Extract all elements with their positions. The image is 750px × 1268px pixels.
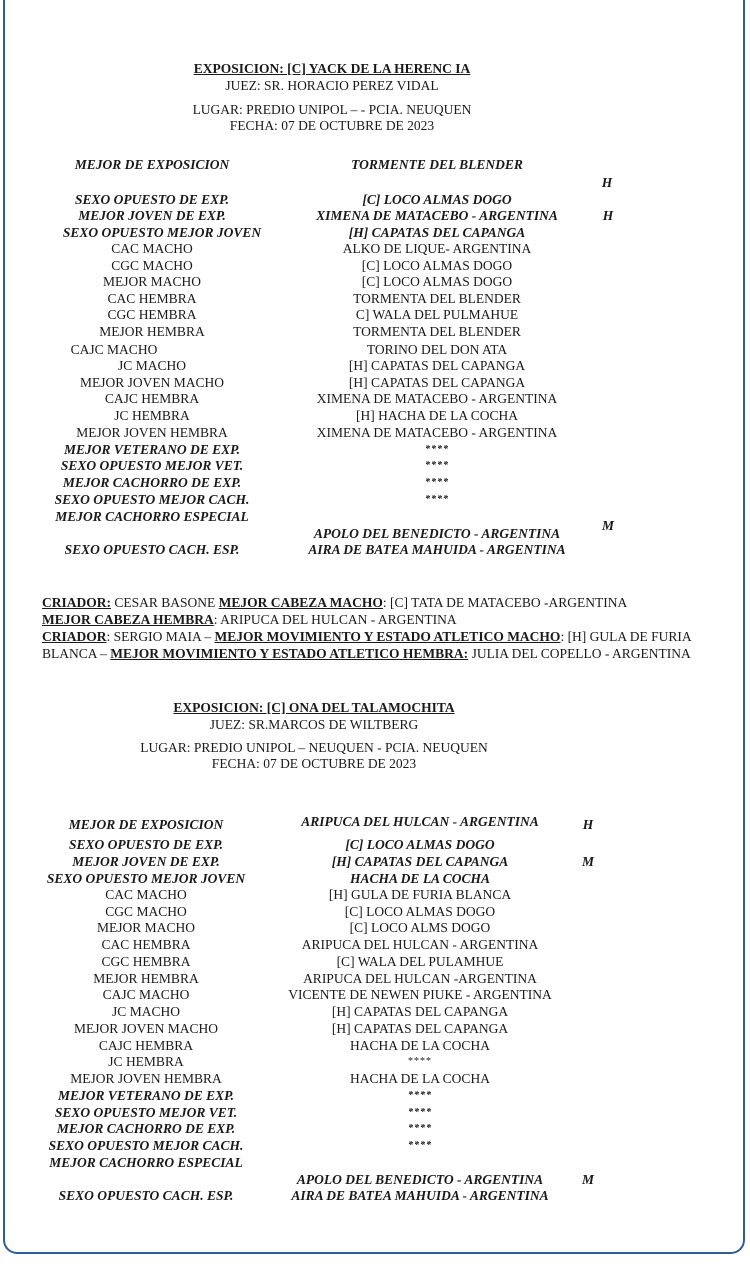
result-label: CGC HEMBRA xyxy=(101,954,191,969)
result-label: JC HEMBRA xyxy=(108,1054,184,1069)
result-value: [H] CAPATAS DEL CAPANGA xyxy=(331,1004,509,1019)
result-value: AIRA DE BATEA MAHUIDA - ARGENTINA xyxy=(308,542,566,557)
result-value: **** xyxy=(408,1090,432,1101)
result-value: **** xyxy=(408,1140,432,1151)
result-label: MEJOR HEMBRA xyxy=(93,971,199,986)
result-value: **** xyxy=(408,1107,432,1118)
section2-judge: JUEZ: SR.MARCOS DE WILTBERG xyxy=(209,717,419,732)
result-value: [C] LOCO ALMAS DOGO xyxy=(344,904,496,919)
result-value: ARIPUCA DEL HULCAN -ARGENTINA xyxy=(303,971,537,986)
result-label: JC MACHO xyxy=(118,358,186,373)
result-label: MEJOR HEMBRA xyxy=(99,324,205,339)
result-value: TORMENTE DEL BLENDER xyxy=(351,157,523,172)
result-label: SEXO OPUESTO MEJOR JOVEN xyxy=(46,871,246,886)
section2-title: EXPOSICION: [C] ONA DEL TALAMOCHITA xyxy=(173,700,455,715)
result-label: CAC HEMBRA xyxy=(107,291,197,306)
result-mark: H xyxy=(582,817,594,832)
result-value: C] WALA DEL PULMAHUE xyxy=(355,307,519,322)
result-value: VICENTE DE NEWEN PIUKE - ARGENTINA xyxy=(288,987,552,1002)
result-label: CGC MACHO xyxy=(111,258,193,273)
result-mark: M xyxy=(581,854,595,869)
result-value: **** xyxy=(425,494,449,505)
result-mark: H xyxy=(601,175,613,190)
result-value: XIMENA DE MATACEBO - ARGENTINA xyxy=(316,425,558,440)
result-label: SEXO OPUESTO DE EXP. xyxy=(74,192,230,207)
breeders-notes xyxy=(42,594,710,662)
result-label: MEJOR CACHORRO ESPECIAL xyxy=(55,509,249,524)
section2-date: FECHA: 07 DE OCTUBRE DE 2023 xyxy=(211,756,417,771)
result-label: MEJOR DE EXPOSICION xyxy=(68,817,224,832)
result-label: MEJOR CACHORRO DE EXP. xyxy=(56,1121,236,1136)
breeder-line-2 xyxy=(42,611,710,628)
result-value: [H] HACHA DE LA COCHA xyxy=(356,408,518,423)
result-label: CAJC MACHO xyxy=(70,342,158,357)
award-winner: : [H] GULA DE FURIA BLANCA – xyxy=(42,629,691,661)
section1-date: FECHA: 07 DE OCTUBRE DE 2023 xyxy=(229,118,435,133)
result-label: SEXO OPUESTO MEJOR CACH. xyxy=(48,1138,244,1153)
result-value: [H] CAPATAS DEL CAPANGA xyxy=(348,358,526,373)
result-value: TORMENTA DEL BLENDER xyxy=(353,324,521,339)
result-label: SEXO OPUESTO CACH. ESP. xyxy=(58,1188,234,1203)
result-value: **** xyxy=(425,444,449,455)
result-label: CGC HEMBRA xyxy=(107,307,197,322)
result-value: TORMENTA DEL BLENDER xyxy=(353,291,521,306)
result-value: [C] LOCO ALMAS DOGO xyxy=(361,274,513,289)
result-label: CAJC HEMBRA xyxy=(98,1038,194,1053)
result-value: **** xyxy=(408,1123,432,1134)
result-label: MEJOR VETERANO DE EXP. xyxy=(63,442,241,457)
result-label: JC MACHO xyxy=(112,1004,180,1019)
result-label: MEJOR JOVEN MACHO xyxy=(73,1021,219,1036)
award-label: MEJOR CABEZA HEMBRA xyxy=(42,612,214,627)
result-label: CAC MACHO xyxy=(105,887,187,902)
result-label: CGC MACHO xyxy=(105,904,187,919)
result-label: MEJOR MACHO xyxy=(103,274,201,289)
result-value: AIRA DE BATEA MAHUIDA - ARGENTINA xyxy=(291,1188,549,1203)
result-mark: H xyxy=(602,208,614,223)
result-label: SEXO OPUESTO MEJOR VET. xyxy=(60,458,244,473)
award-label: MEJOR MOVIMIENTO Y ESTADO ATLETICO HEMBRA: xyxy=(110,646,469,661)
breeder-line-3 xyxy=(42,628,710,662)
result-value: [C] WALA DEL PULAMHUE xyxy=(336,954,504,969)
result-value: [H] CAPATAS DEL CAPANGA xyxy=(348,375,526,390)
result-value: HACHA DE LA COCHA xyxy=(350,1038,490,1053)
award-winner: JULIA DEL COPELLO - ARGENTINA xyxy=(468,646,691,661)
result-label: JC HEMBRA xyxy=(114,408,190,423)
award-label: MEJOR MOVIMIENTO Y ESTADO ATLETICO MACHO xyxy=(214,629,561,644)
result-label: CAJC HEMBRA xyxy=(104,391,200,406)
result-value: **** xyxy=(425,460,449,471)
result-value: XIMENA DE MATACEBO - ARGENTINA xyxy=(316,208,558,223)
section1-title: EXPOSICION: [C] YACK DE LA HERENC IA xyxy=(193,61,471,76)
section1-place: LUGAR: PREDIO UNIPOL – - PCIA. NEUQUEN xyxy=(192,102,472,117)
result-value: ARIPUCA DEL HULCAN - ARGENTINA xyxy=(301,814,539,829)
result-value: ALKO DE LIQUE- ARGENTINA xyxy=(342,241,532,256)
breeder-name: CESAR BASONE xyxy=(111,595,219,610)
award-winner: : [C] TATA DE MATACEBO -ARGENTINA xyxy=(382,595,628,610)
result-mark: M xyxy=(581,1172,595,1187)
result-value: APOLO DEL BENEDICTO - ARGENTINA xyxy=(313,526,561,541)
result-value: [C] LOCO ALMAS DOGO xyxy=(345,837,495,852)
result-value: [H] CAPATAS DEL CAPANGA xyxy=(331,854,509,869)
result-value: [H] GULA DE FURIA BLANCA xyxy=(328,887,512,902)
result-label: MEJOR CACHORRO DE EXP. xyxy=(62,475,242,490)
breeder-label: CRIADOR xyxy=(42,629,107,644)
result-value: **** xyxy=(408,1056,432,1067)
result-label: MEJOR MACHO xyxy=(97,920,195,935)
result-label: SEXO OPUESTO MEJOR JOVEN xyxy=(62,225,262,240)
breeder-name: : SERGIO MAIA – xyxy=(106,629,215,644)
result-label: MEJOR CACHORRO ESPECIAL xyxy=(49,1155,243,1170)
result-label: CAC HEMBRA xyxy=(101,937,191,952)
breeder-label: CRIADOR: xyxy=(42,595,111,610)
result-label: CAJC MACHO xyxy=(102,987,190,1002)
result-label: MEJOR JOVEN HEMBRA xyxy=(76,425,228,440)
breeder-line-1 xyxy=(42,594,710,611)
result-value: HACHA DE LA COCHA xyxy=(350,1071,490,1086)
result-mark: M xyxy=(601,518,615,533)
result-label: SEXO OPUESTO MEJOR VET. xyxy=(54,1105,238,1120)
result-label: MEJOR JOVEN HEMBRA xyxy=(70,1071,222,1086)
section2-place: LUGAR: PREDIO UNIPOL – NEUQUEN - PCIA. NEUQUEN xyxy=(140,740,488,755)
result-label: MEJOR JOVEN DE EXP. xyxy=(78,208,226,223)
result-label: SEXO OPUESTO MEJOR CACH. xyxy=(54,492,250,507)
result-value: XIMENA DE MATACEBO - ARGENTINA xyxy=(316,391,558,406)
result-value: APOLO DEL BENEDICTO - ARGENTINA xyxy=(296,1172,544,1187)
result-value: [C] LOCO ALMS DOGO xyxy=(349,920,491,935)
result-label: SEXO OPUESTO CACH. ESP. xyxy=(64,542,240,557)
result-label: MEJOR JOVEN DE EXP. xyxy=(72,854,220,869)
award-label: MEJOR CABEZA MACHO xyxy=(218,595,383,610)
result-value: TORINO DEL DON ATA xyxy=(366,342,508,357)
result-value: ARIPUCA DEL HULCAN - ARGENTINA xyxy=(301,937,539,952)
result-value: [H] CAPATAS DEL CAPANGA xyxy=(348,225,526,240)
result-value: [H] CAPATAS DEL CAPANGA xyxy=(331,1021,509,1036)
result-label: CAC MACHO xyxy=(111,241,193,256)
result-label: MEJOR JOVEN MACHO xyxy=(79,375,225,390)
result-value: **** xyxy=(425,477,449,488)
award-winner: : ARIPUCA DEL HULCAN - ARGENTINA xyxy=(213,612,457,627)
section1-judge: JUEZ: SR. HORACIO PEREZ VIDAL xyxy=(225,78,439,93)
result-label: MEJOR DE EXPOSICION xyxy=(74,157,230,172)
result-label: SEXO OPUESTO DE EXP. xyxy=(68,837,224,852)
result-value: [C] LOCO ALMAS DOGO xyxy=(362,192,512,207)
result-label: MEJOR VETERANO DE EXP. xyxy=(57,1088,235,1103)
result-value: [C] LOCO ALMAS DOGO xyxy=(361,258,513,273)
result-value: HACHA DE LA COCHA xyxy=(350,871,490,886)
